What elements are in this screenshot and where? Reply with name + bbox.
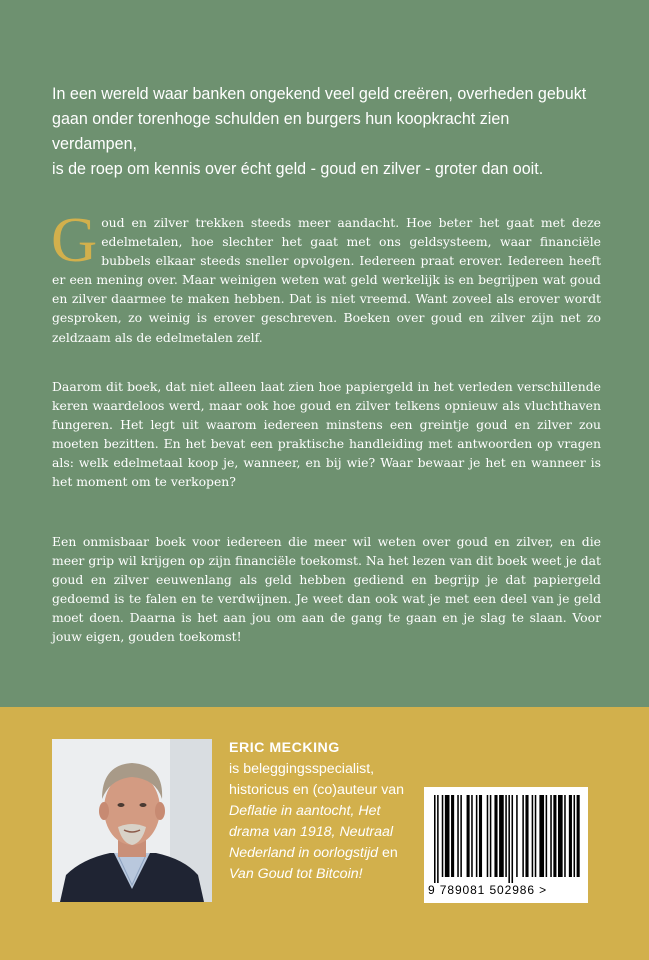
author-photo — [52, 739, 212, 902]
barcode-bar — [445, 795, 450, 877]
intro-text — [52, 81, 595, 181]
barcode-bar — [516, 795, 518, 877]
barcode-bar — [574, 795, 576, 877]
paragraph-1-text: oud en zilver trekken steeds meer aandacht. Hoe beter het gaat met deze edelmetalen, hoe slechter het gaat met ons geldsysteem, waar financiële bubbels elkaar steeds sneller opvolgen. Iedereen praat erover. Iedereen heeft er een mening over. Maar weinigen weten wat geld werkelijk is en begrijpen wat goud en zilver daarmee te maken hebben. Dat is niet vreemd. Want zoveel als erover wordt gesproken, zo weinig is erover geschreven. Boeken over goud en zilver zijn net zo zeldzaam als de edelmetalen zelf. — [52, 215, 601, 345]
author-name: ERIC MECKING — [229, 740, 340, 756]
barcode-bar — [451, 795, 454, 877]
barcode-bar — [558, 795, 563, 877]
barcode-bar — [460, 795, 462, 877]
barcode-bar — [550, 795, 552, 877]
author-portrait-image — [52, 739, 212, 902]
barcode-bar — [471, 795, 473, 877]
barcode-bar — [487, 795, 489, 877]
barcode-bar — [467, 795, 470, 877]
barcode-bar — [499, 795, 504, 877]
book-title: Van Goud tot Bitcoin! — [229, 866, 363, 882]
barcode-bar — [525, 795, 528, 877]
barcode-bar — [539, 795, 544, 877]
barcode-bar — [522, 795, 524, 877]
barcode-bar — [535, 795, 537, 877]
drop-cap: G — [51, 204, 98, 275]
barcode-bar — [505, 795, 507, 877]
author-bio-text: is beleggingsspecialist, historicus en (co)auteur van — [229, 761, 405, 798]
barcode-bar — [553, 795, 556, 877]
barcode-bar — [490, 795, 492, 877]
book-title: Neutraal Nederland in oorlogstijd — [229, 824, 394, 861]
barcode-bar — [508, 795, 510, 883]
barcode-bars — [424, 787, 588, 883]
book-title: Deflatie in aantocht, — [229, 803, 355, 819]
barcode-bar — [512, 795, 514, 883]
intro-line: is de roep om kennis over écht geld - goud en zilver - groter dan ooit. — [52, 159, 544, 178]
barcode-bar — [577, 795, 580, 877]
author-block — [229, 738, 414, 885]
barcode-bar — [532, 795, 534, 877]
paragraph-3: Een onmisbaar boek voor iedereen die meer wil weten over goud en zilver, en die meer grip wil krijgen op zijn financiële toekomst. Na het lezen van dit boek weet je dat goud en zilver eeuwenlang als geld hebben gediend en begrijp je dat papiergeld gedoemd is te falen en te verdwijnen. Je weet dan ook wat je met een deel van je geld moet doen. Daarna is het aan jou om aan de gang te gaan en je slag te slaan. Voor jouw eigen, gouden toekomst! — [52, 534, 601, 645]
barcode-bar — [437, 795, 439, 883]
author-bio — [229, 759, 414, 885]
intro-line: In een wereld waar banken ongekend veel geld creëren, overheden gebukt — [52, 84, 587, 103]
author-bio-connector: en — [382, 845, 398, 861]
isbn-number: 9 789081 502986 > — [428, 883, 548, 897]
barcode-bar — [479, 795, 482, 877]
intro-line: gaan onder torenhoge schulden en burgers hun koopkracht zien verdampen, — [52, 109, 510, 153]
isbn-barcode — [424, 787, 588, 903]
barcode-bar — [434, 795, 436, 883]
book-title: Het drama van 1918, — [229, 803, 381, 840]
barcode-bar — [442, 795, 444, 877]
barcode-bar — [569, 795, 572, 877]
paragraph-1 — [51, 204, 601, 347]
barcode-bar — [476, 795, 478, 877]
barcode-bar — [457, 795, 459, 877]
barcode-bar — [546, 795, 548, 877]
barcode-bar — [494, 795, 497, 877]
paragraph-2: Daarom dit boek, dat niet alleen laat zien hoe papiergeld in het verleden verschillende keren waardeloos werd, maar ook hoe goud en zilver telkens opnieuw als vluchthaven fungeren. Het legt uit waarom iedereen minstens een greintje goud en zilver zou moeten bezitten. En het bevat een praktische handleiding met antwoorden op vragen als: welk edelmetaal koop je, wanneer, en bij wie? Waar bewaar je het en wanneer is het moment om te verkopen? — [52, 379, 601, 490]
barcode-bar — [564, 795, 566, 877]
